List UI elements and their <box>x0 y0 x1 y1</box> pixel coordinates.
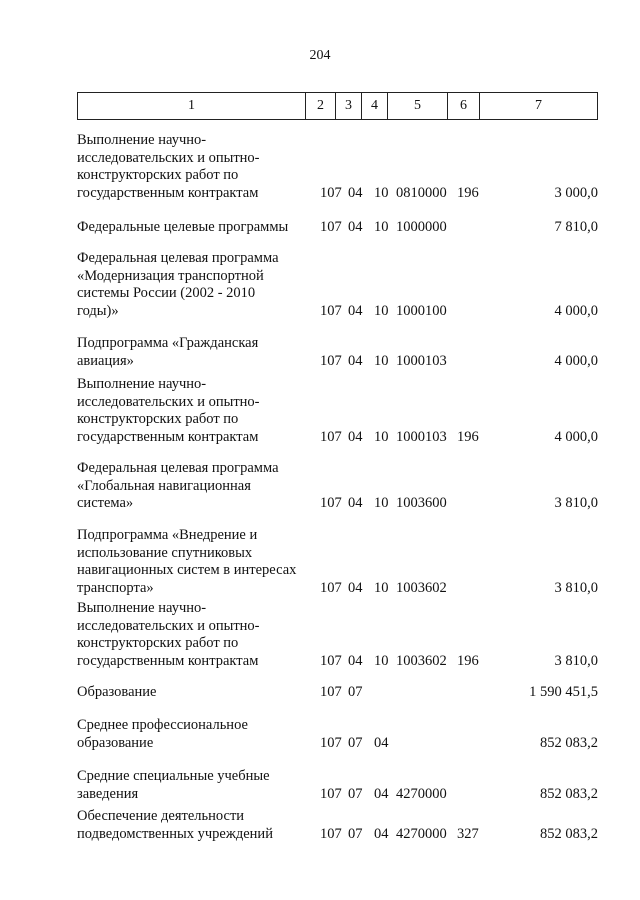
subsection-code: 10 <box>374 302 389 319</box>
amount: 7 810,0 <box>554 219 598 235</box>
section-code: 04 <box>348 302 363 319</box>
amount: 1 590 451,5 <box>529 684 598 700</box>
subsection-code: 04 <box>374 785 389 802</box>
row-description: Среднее профессиональное образование <box>77 717 248 751</box>
ministry-code: 107 <box>320 352 342 369</box>
column-header-1: 1 <box>78 93 306 120</box>
row-description: Обеспечение деятельности подведомственных учреждений <box>77 808 273 842</box>
expense-type-code: 327 <box>457 825 479 842</box>
amount: 4 000,0 <box>554 302 598 319</box>
ministry-code: 107 <box>320 785 342 802</box>
target-article-code: 1000000 <box>396 219 447 235</box>
expense-type-code: 196 <box>457 184 479 201</box>
row-description: Выполнение научно- исследовательских и опытно- конструкторских работ по государственным контрактам <box>77 132 260 201</box>
amount: 4 000,0 <box>554 428 598 445</box>
target-article-code: 1000100 <box>396 302 447 319</box>
row-description: Федеральная целевая программа «Модернизация транспортной системы России (2002 - 2010 годы)» <box>77 250 279 319</box>
subsection-code: 10 <box>374 579 389 596</box>
page-number: 204 <box>309 48 331 63</box>
section-code: 04 <box>348 428 363 445</box>
row-description: Подпрограмма «Внедрение и использование спутниковых навигационных систем в интересах транспорта» <box>77 527 297 596</box>
ministry-code: 107 <box>320 219 342 235</box>
target-article-code: 4270000 <box>396 785 447 802</box>
subsection-code: 10 <box>374 352 389 369</box>
section-code: 04 <box>348 352 363 369</box>
ministry-code: 107 <box>320 184 342 201</box>
subsection-code: 04 <box>374 825 389 842</box>
amount: 852 083,2 <box>540 785 598 802</box>
expense-type-code: 196 <box>457 652 479 669</box>
row-description: Выполнение научно- исследовательских и опытно- конструкторских работ по государственным контрактам <box>77 600 260 669</box>
amount: 852 083,2 <box>540 825 598 842</box>
row-description: Подпрограмма «Гражданская авиация» <box>77 335 259 369</box>
section-code: 07 <box>348 734 363 751</box>
target-article-code: 1003602 <box>396 652 447 669</box>
row-description: Федеральные целевые программы <box>77 219 289 235</box>
amount: 3 000,0 <box>554 184 598 201</box>
target-article-code: 0810000 <box>396 184 447 201</box>
column-header-6: 6 <box>448 93 480 120</box>
section-code: 04 <box>348 652 363 669</box>
section-code: 04 <box>348 184 363 201</box>
column-header-7: 7 <box>480 93 598 120</box>
subsection-code: 10 <box>374 495 389 511</box>
section-code: 07 <box>348 825 363 842</box>
section-code: 07 <box>348 785 363 802</box>
ministry-code: 107 <box>320 579 342 596</box>
column-header-5: 5 <box>388 93 448 120</box>
section-code: 04 <box>348 495 363 511</box>
section-code: 04 <box>348 579 363 596</box>
ministry-code: 107 <box>320 302 342 319</box>
subsection-code: 04 <box>374 734 389 751</box>
target-article-code: 4270000 <box>396 825 447 842</box>
expense-type-code: 196 <box>457 428 479 445</box>
amount: 3 810,0 <box>554 652 598 669</box>
column-header-3: 3 <box>336 93 362 120</box>
ministry-code: 107 <box>320 684 342 700</box>
subsection-code: 10 <box>374 184 389 201</box>
row-description: Выполнение научно- исследовательских и опытно- конструкторских работ по государственным контрактам <box>77 376 260 445</box>
column-header-4: 4 <box>362 93 388 120</box>
ministry-code: 107 <box>320 495 342 511</box>
subsection-code: 10 <box>374 652 389 669</box>
section-code: 04 <box>348 219 363 235</box>
amount: 4 000,0 <box>554 352 598 369</box>
ministry-code: 107 <box>320 428 342 445</box>
ministry-code: 107 <box>320 825 342 842</box>
row-description: Федеральная целевая программа «Глобальная навигационная система» <box>77 460 279 511</box>
target-article-code: 1003600 <box>396 495 447 511</box>
subsection-code: 10 <box>374 219 389 235</box>
amount: 3 810,0 <box>554 579 598 596</box>
row-description: Образование <box>77 684 157 700</box>
amount: 852 083,2 <box>540 734 598 751</box>
subsection-code: 10 <box>374 428 389 445</box>
section-code: 07 <box>348 684 363 700</box>
target-article-code: 1003602 <box>396 579 447 596</box>
ministry-code: 107 <box>320 652 342 669</box>
column-header-2: 2 <box>306 93 336 120</box>
row-description: Средние специальные учебные заведения <box>77 768 270 802</box>
ministry-code: 107 <box>320 734 342 751</box>
target-article-code: 1000103 <box>396 352 447 369</box>
target-article-code: 1000103 <box>396 428 447 445</box>
amount: 3 810,0 <box>554 495 598 511</box>
